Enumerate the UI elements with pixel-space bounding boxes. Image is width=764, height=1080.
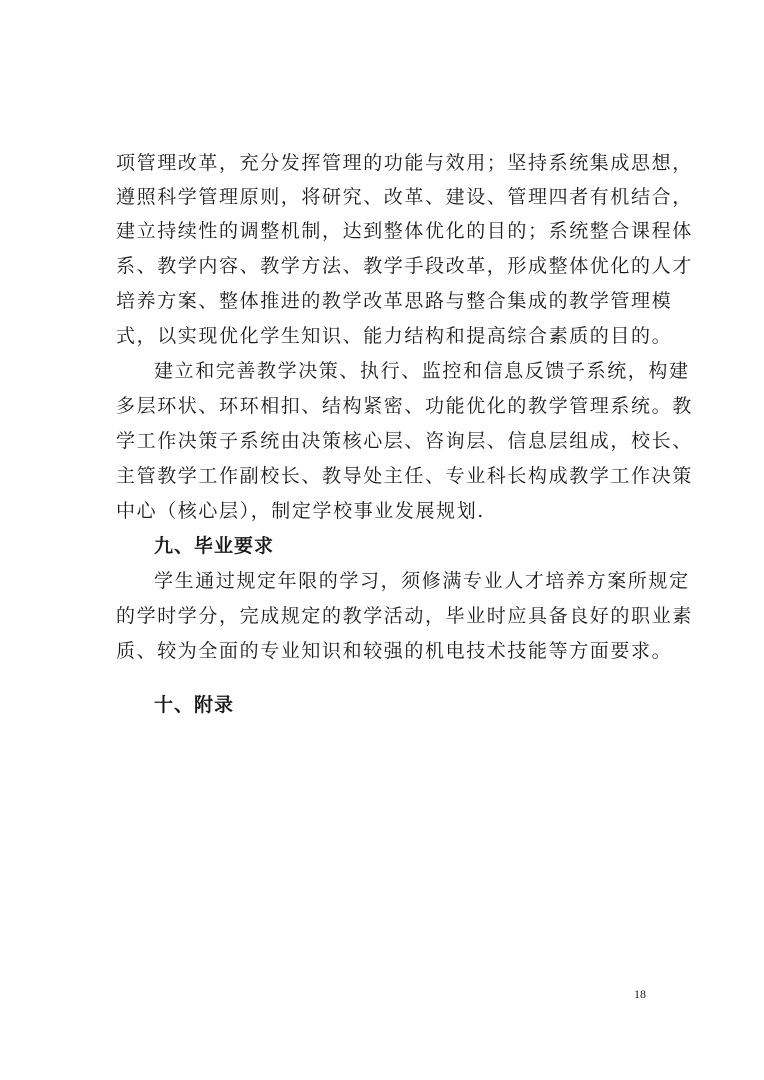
paragraph-line: 的学时学分，完成规定的教学活动，毕业时应具备良好的职业素 — [116, 605, 693, 627]
paragraph-line: 建立持续性的调整机制，达到整体优化的目的；系统整合课程体 — [116, 220, 693, 242]
paragraph-line: 主管教学工作副校长、教导处主任、专业科长构成教学工作决策 — [116, 465, 693, 487]
paragraph-line: 培养方案、整体推进的教学改革思路与整合集成的教学管理模 — [116, 290, 673, 312]
paragraph-line: 学工作决策子系统由决策核心层、咨询层、信息层组成，校长、 — [116, 430, 693, 452]
paragraph-line: 项管理改革，充分发挥管理的功能与效用；坚持系统集成思想， — [116, 152, 693, 174]
section-heading-appendix: 十、附录 — [154, 694, 235, 716]
paragraph-line: 学生通过规定年限的学习，须修满专业人才培养方案所规定 — [154, 570, 690, 592]
paragraph-line: 遵照科学管理原则，将研究、改革、建设、管理四者有机结合， — [116, 186, 693, 208]
paragraph-line: 质、较为全面的专业知识和较强的机电技术技能等方面要求。 — [116, 640, 673, 662]
paragraph-line: 建立和完善教学决策、执行、监控和信息反馈子系统，构建 — [154, 360, 690, 382]
paragraph-line: 中心（核心层），制定学校事业发展规划. — [116, 500, 485, 522]
paragraph-line: 多层环状、环环相扣、结构紧密、功能优化的教学管理系统。教 — [116, 395, 693, 417]
paragraph-line: 式，以实现优化学生知识、能力结构和提高综合素质的目的。 — [116, 325, 673, 347]
section-heading-graduation: 九、毕业要求 — [154, 535, 275, 557]
paragraph-line: 系、教学内容、教学方法、教学手段改革，形成整体优化的人才 — [116, 255, 693, 277]
page-number: 18 — [634, 987, 646, 1001]
